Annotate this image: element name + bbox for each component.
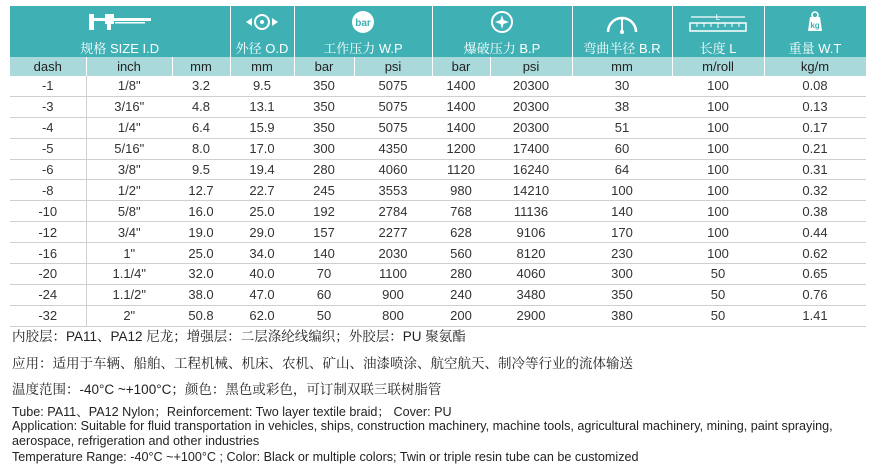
table-cell: 14210 [490,180,572,201]
table-cell: 2277 [354,222,432,243]
table-cell: 25.0 [230,201,294,222]
table-cell: 30 [572,76,672,96]
table-cell: 1/4" [86,117,172,138]
table-cell: 20300 [490,96,572,117]
table-cell: 0.76 [764,284,866,305]
icon-row [10,6,866,38]
table-cell: -20 [10,264,86,285]
table-cell: 1/8" [86,76,172,96]
table-cell: 34.0 [230,243,294,264]
table-cell: 350 [294,96,354,117]
table-cell: 240 [432,284,490,305]
table-row [10,180,866,201]
table-cell: 0.17 [764,117,866,138]
table-cell: 2" [86,305,172,326]
table-cell: -8 [10,180,86,201]
table-cell: 900 [354,284,432,305]
table-cell: 300 [294,138,354,159]
table-cell: -4 [10,117,86,138]
table-cell: 0.44 [764,222,866,243]
table-cell: 628 [432,222,490,243]
table-cell: 38.0 [172,284,230,305]
table-cell: 3.2 [172,76,230,96]
note-application-cn: 应用：适用于车辆、船舶、工程机械、机床、农机、矿山、油漆喷涂、航空航天、制冷等行业的流体输送 [12,356,633,371]
unit-cell: m/roll [672,57,764,76]
unit-cell: inch [86,57,172,76]
table-cell: 20300 [490,76,572,96]
table-row [10,222,866,243]
table-cell: 100 [672,201,764,222]
table-cell: 4350 [354,138,432,159]
table-cell: 5/8" [86,201,172,222]
table-cell: -6 [10,159,86,180]
table-cell: 50 [672,284,764,305]
table-cell: 280 [294,159,354,180]
table-cell: 1" [86,243,172,264]
table-cell: 9.5 [172,159,230,180]
table-cell: 140 [294,243,354,264]
table-cell: 19.4 [230,159,294,180]
spec-table-body [10,76,866,326]
unit-cell: kg/m [764,57,866,76]
col-header-bp: 爆破压力 B.P [432,38,572,57]
table-cell: 245 [294,180,354,201]
table-cell: 4060 [354,159,432,180]
table-cell: 25.0 [172,243,230,264]
table-row [10,201,866,222]
table-cell: 40.0 [230,264,294,285]
table-cell: 16240 [490,159,572,180]
table-cell: 1120 [432,159,490,180]
table-cell: 3/16" [86,96,172,117]
bar-gauge-icon [294,6,432,38]
table-cell: 300 [572,264,672,285]
table-cell: 17.0 [230,138,294,159]
table-cell: 22.7 [230,180,294,201]
table-cell: 100 [672,96,764,117]
table-cell: 200 [432,305,490,326]
table-cell: -12 [10,222,86,243]
table-cell: 1.41 [764,305,866,326]
table-row [10,284,866,305]
length-icon-label: L [715,13,721,22]
table-cell: 100 [672,76,764,96]
table-cell: 560 [432,243,490,264]
table-cell: 1/2" [86,180,172,201]
unit-cell: mm [572,57,672,76]
table-cell: 5075 [354,117,432,138]
table-row [10,76,866,96]
table-cell: 0.08 [764,76,866,96]
note-application-en: Application: Suitable for fluid transportation in vehicles, ships, construction machinery, machine tools, agricultural machinery, mining, paint spraying, aerospace, refrigeration and other industries [12,419,833,448]
note-temperature-en: Temperature Range: -40°C ~+100°C ; Color: Black or multiple colors; Twin or triple resin tube can be customized [12,450,639,464]
table-cell: 9106 [490,222,572,243]
table-cell: 38 [572,96,672,117]
table-cell: 0.38 [764,201,866,222]
col-header-br: 弯曲半径 B.R [572,38,672,57]
table-row [10,264,866,285]
table-cell: 3480 [490,284,572,305]
unit-cell: bar [294,57,354,76]
col-header-od: 外径 O.D [230,38,294,57]
table-row [10,159,866,180]
table-cell: -32 [10,305,86,326]
table-cell: 5075 [354,76,432,96]
length-ruler-icon [672,6,764,38]
table-cell: 350 [294,117,354,138]
col-header-weight: 重量 W.T [764,38,866,57]
table-cell: 230 [572,243,672,264]
note-materials-en: Tube: PA11、PA12 Nylon；Reinforcement: Two layer textile braid； Cover: PU [12,405,452,419]
table-cell: 5/16" [86,138,172,159]
table-cell: 60 [572,138,672,159]
table-cell: 3/8" [86,159,172,180]
table-cell: 2030 [354,243,432,264]
table-cell: 62.0 [230,305,294,326]
burst-icon [432,6,572,38]
table-cell: 0.13 [764,96,866,117]
outer-diameter-icon [230,6,294,38]
table-cell: 800 [354,305,432,326]
table-cell: 980 [432,180,490,201]
table-cell: 12.7 [172,180,230,201]
table-row [10,243,866,264]
table-cell: 0.65 [764,264,866,285]
table-cell: 280 [432,264,490,285]
table-cell: 50 [294,305,354,326]
table-cell: 47.0 [230,284,294,305]
table-cell: 2900 [490,305,572,326]
bend-radius-icon [572,6,672,38]
table-cell: 192 [294,201,354,222]
table-cell: 17400 [490,138,572,159]
table-cell: 5075 [354,96,432,117]
table-cell: 1.1/2" [86,284,172,305]
table-cell: 8.0 [172,138,230,159]
table-row [10,96,866,117]
table-cell: 350 [294,76,354,96]
table-cell: 1400 [432,76,490,96]
table-cell: 380 [572,305,672,326]
kg-icon-label: kg [810,21,820,30]
table-cell: 350 [572,284,672,305]
table-cell: 0.62 [764,243,866,264]
table-cell: 1400 [432,117,490,138]
unit-cell: mm [172,57,230,76]
table-cell: -1 [10,76,86,96]
unit-cell: psi [354,57,432,76]
table-cell: 50 [672,305,764,326]
table-cell: 4060 [490,264,572,285]
table-cell: 100 [572,180,672,201]
weight-icon [764,6,866,38]
unit-cell: dash [10,57,86,76]
table-cell: 1.1/4" [86,264,172,285]
units-row [10,57,866,76]
table-cell: -10 [10,201,86,222]
table-cell: 8120 [490,243,572,264]
table-cell: 0.32 [764,180,866,201]
table-cell: 100 [672,159,764,180]
table-cell: 3/4" [86,222,172,243]
table-row [10,138,866,159]
table-cell: 11136 [490,201,572,222]
unit-cell: bar [432,57,490,76]
table-cell: 140 [572,201,672,222]
note-materials-cn: 内胶层：PA11、PA12 尼龙；增强层：二层涤纶线编织；外胶层：PU 聚氨酯 [12,329,466,344]
table-cell: 6.4 [172,117,230,138]
table-cell: 51 [572,117,672,138]
bar-icon-label: bar [355,18,371,29]
table-cell: 16.0 [172,201,230,222]
table-cell: 100 [672,222,764,243]
table-cell: 13.1 [230,96,294,117]
table-cell: 4.8 [172,96,230,117]
table-cell: 50.8 [172,305,230,326]
header-row [10,38,866,57]
table-cell: 1200 [432,138,490,159]
table-cell: 32.0 [172,264,230,285]
col-header-length: 长度 L [672,38,764,57]
table-cell: 29.0 [230,222,294,243]
table-cell: 2784 [354,201,432,222]
table-cell: 70 [294,264,354,285]
table-cell: 1400 [432,96,490,117]
table-cell: 9.5 [230,76,294,96]
col-header-size: 规格 SIZE I.D [10,38,230,57]
table-cell: 100 [672,243,764,264]
table-cell: 100 [672,117,764,138]
table-cell: 100 [672,180,764,201]
table-cell: 60 [294,284,354,305]
note-temperature-cn: 温度范围：-40°C ~+100°C；颜色：黑色或彩色，可订制双联三联树脂管 [12,382,442,397]
table-cell: 157 [294,222,354,243]
col-header-wp: 工作压力 W.P [294,38,432,57]
table-cell: 170 [572,222,672,243]
table-row [10,117,866,138]
table-cell: -5 [10,138,86,159]
table-cell: 50 [672,264,764,285]
table-cell: 19.0 [172,222,230,243]
table-cell: 100 [672,138,764,159]
table-cell: 0.31 [764,159,866,180]
caliper-icon [10,6,230,38]
table-cell: -16 [10,243,86,264]
table-cell: -3 [10,96,86,117]
table-cell: 15.9 [230,117,294,138]
table-cell: 64 [572,159,672,180]
table-cell: 20300 [490,117,572,138]
spec-table [10,6,867,327]
table-cell: 3553 [354,180,432,201]
table-cell: 1100 [354,264,432,285]
table-cell: 0.21 [764,138,866,159]
unit-cell: psi [490,57,572,76]
table-cell: 768 [432,201,490,222]
table-row [10,305,866,326]
unit-cell: mm [230,57,294,76]
table-cell: -24 [10,284,86,305]
